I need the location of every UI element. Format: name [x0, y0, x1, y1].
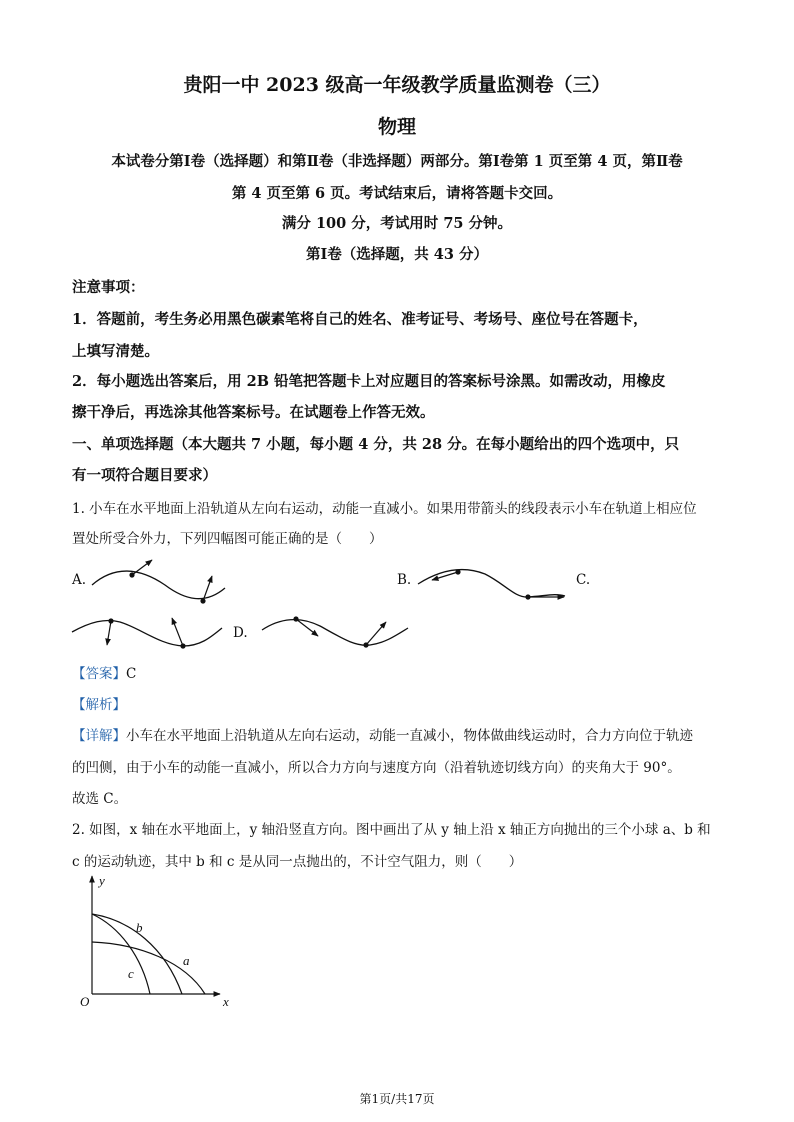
notes-heading: 注意事项： — [72, 279, 145, 296]
detail-tag: 【详解】 — [72, 728, 126, 744]
option-d-label: D. — [233, 625, 248, 641]
q2-trajectory-figure — [70, 872, 250, 1012]
label-origin: O — [80, 994, 90, 1009]
label-b: b — [136, 920, 143, 935]
q1-stem-line-1: 1. 小车在水平地面上沿轨道从左向右运动，动能一直减小。如果用带箭头的线段表示小车在轨道上相应位 — [72, 501, 697, 517]
option-c-label: C. — [576, 572, 591, 588]
subject-title: 物理 — [377, 116, 416, 138]
answer-tag: 【答案】 — [72, 666, 126, 682]
q2-stem-line-1: 2. 如图，x 轴在水平地面上，y 轴沿竖直方向。图中画出了从 y 轴上沿 x 轴正方向抛出的三个小球 a、b 和 — [72, 822, 711, 838]
detail-text-1: 小车在水平地面上沿轨道从左向右运动，动能一直减小，物体做曲线运动时，合力方向位于轨迹 — [126, 728, 693, 744]
exam-title: 贵阳一中 2023 级高一年级教学质量监测卷（三） — [183, 74, 611, 96]
label-a: a — [183, 953, 190, 968]
page-footer: 第1页/共17页 — [359, 1092, 435, 1106]
q1-detail-line-1 — [72, 724, 693, 744]
option-a-label: A. — [72, 572, 87, 588]
note-2-line-2: 擦干净后，再选涂其他答案标号。在试题卷上作答无效。 — [72, 404, 435, 421]
note-2-line-1: 2．每小题选出答案后，用 2B 铅笔把答题卡上对应题目的答案标号涂黑。如需改动，用橡皮 — [72, 373, 666, 390]
note-1-line-2: 上填写清楚。 — [72, 343, 159, 360]
section-title: 第Ⅰ卷（选择题，共 43 分） — [305, 246, 489, 263]
option-b-figure — [418, 569, 565, 599]
q1-detail-line-3: 故选 C。 — [72, 791, 128, 807]
q1-detail-line-2: 的凹侧，由于小车的动能一直减小，所以合力方向与速度方向（沿着轨迹切线方向）的夹角大于 90°。 — [72, 760, 681, 776]
label-x: x — [223, 994, 229, 1009]
q2-stem-line-2: c 的运动轨迹，其中 b 和 c 是从同一点抛出的，不计空气阻力，则（ ） — [72, 854, 523, 870]
option-d-figure — [262, 616, 408, 647]
q1-stem-line-2: 置处所受合外力，下列四幅图可能正确的是（ ） — [72, 531, 383, 547]
q1-answer — [72, 662, 136, 682]
intro-line-1: 本试卷分第Ⅰ卷（选择题）和第Ⅱ卷（非选择题）两部分。第Ⅰ卷第 1 页至第 4 页，第Ⅱ卷 — [111, 153, 683, 170]
label-y: y — [99, 873, 105, 888]
option-c-figure — [72, 618, 222, 649]
option-a-figure — [92, 560, 225, 604]
note-1-line-1: 1．答题前，考生务必用黑色碳素笔将自己的姓名、准考证号、考场号、座位号在答题卡， — [72, 311, 648, 328]
label-c: c — [128, 966, 134, 981]
part1-heading-line-2: 有一项符合题目要求） — [72, 467, 217, 484]
intro-line-3: 满分 100 分，考试用时 75 分钟。 — [281, 215, 513, 232]
option-b-label: B. — [397, 572, 412, 588]
intro-line-2: 第 4 页至第 6 页。考试结束后，请将答题卡交回。 — [231, 185, 563, 202]
analysis-tag: 【解析】 — [72, 697, 126, 713]
part1-heading-line-1: 一、单项选择题（本大题共 7 小题，每小题 4 分，共 28 分。在每小题给出的四个选项中，只 — [72, 436, 680, 453]
answer-value: C — [126, 666, 137, 682]
